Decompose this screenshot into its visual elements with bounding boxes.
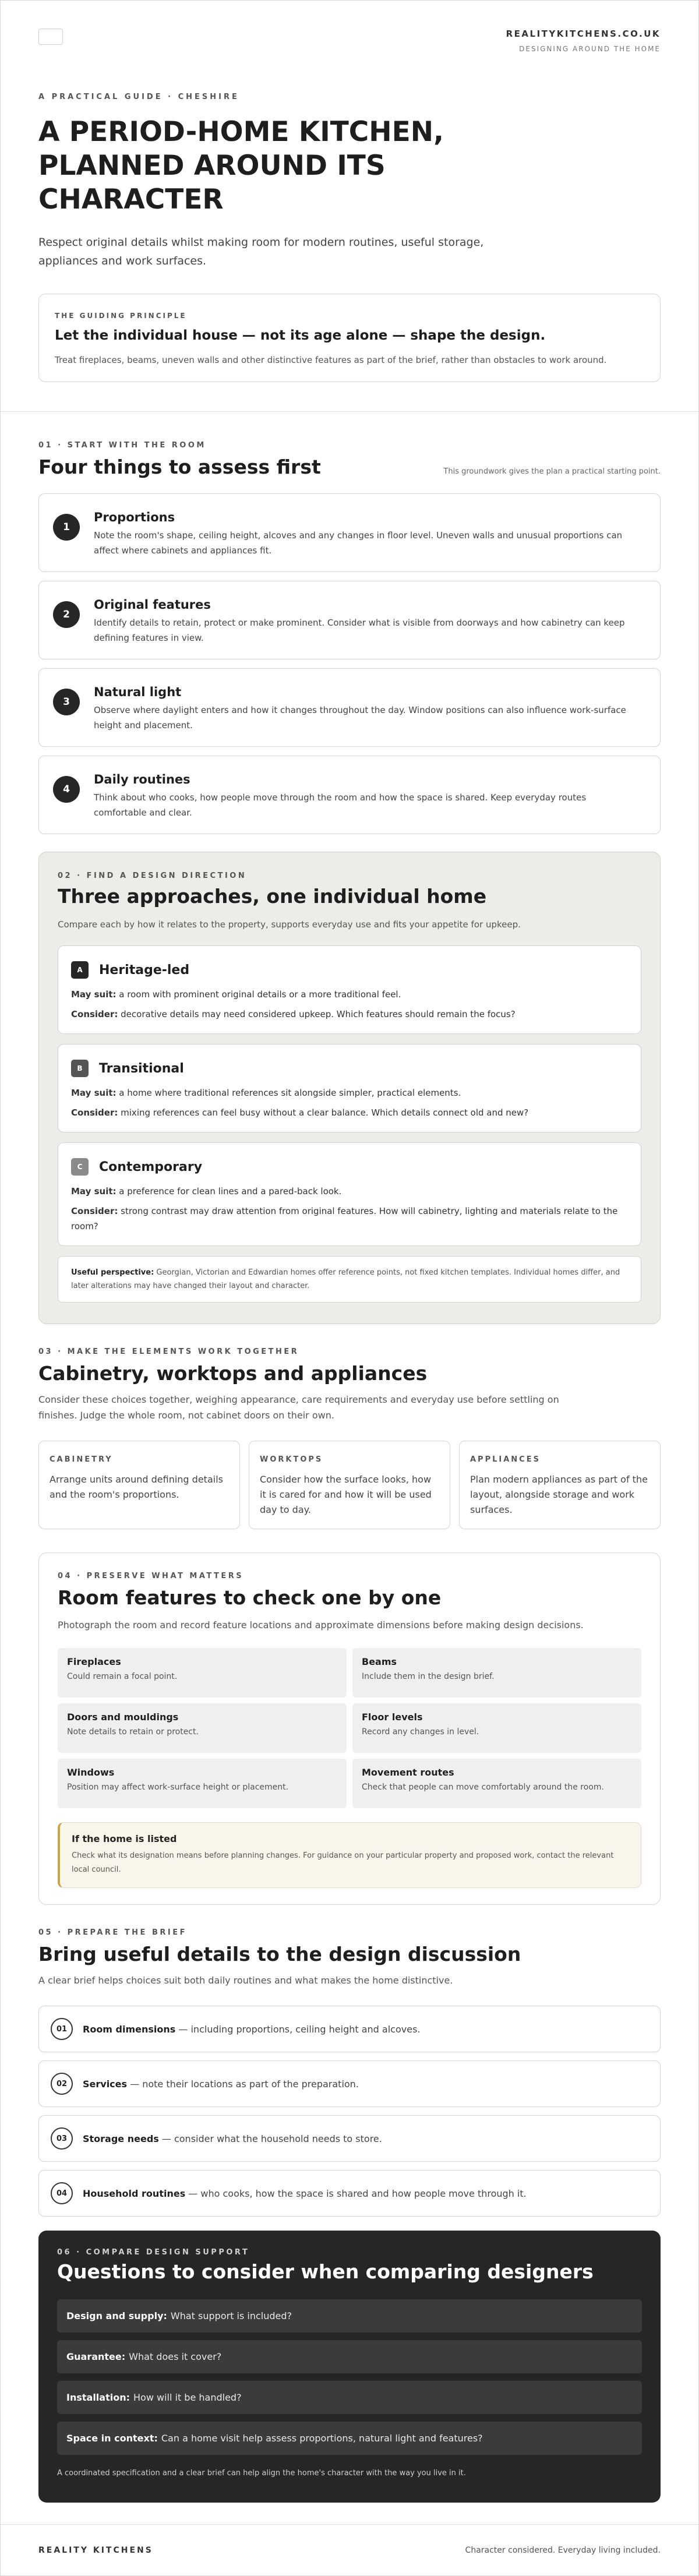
element-text: Arrange units around defining details and the room's proportions.	[50, 1474, 223, 1500]
step-text: Note the room's shape, ceiling height, alcoves and any changes in floor level. Uneven walls and unusual proportions can affect where cabinets and appliances fit.	[94, 530, 623, 556]
feature-text: Include them in the design brief.	[362, 1672, 495, 1681]
callout-title: If the home is listed	[72, 1833, 177, 1844]
callout-text: Check what its designation means before planning changes. For guidance on your particular property and proposed work, contact the relevant local council.	[72, 1851, 614, 1874]
listed-home-callout	[58, 1822, 641, 1888]
approach-card-contemporary	[58, 1142, 641, 1246]
step-title: Natural light	[94, 685, 182, 699]
brief-text: — including proportions, ceiling height and alcoves.	[175, 2023, 421, 2035]
approach-card-heritage	[58, 945, 641, 1034]
step-card	[38, 756, 661, 834]
section-eyebrow: 01 · START WITH THE ROOM	[38, 441, 206, 450]
section-title: Four things to assess first	[38, 456, 321, 478]
footer-tagline: Character considered. Everyday living included.	[465, 2545, 661, 2555]
approach-badge: C	[71, 1158, 89, 1176]
section-eyebrow: 04 · PRESERVE WHAT MATTERS	[58, 1572, 244, 1580]
question-text: What support is included?	[170, 2310, 292, 2321]
approach-badge: A	[71, 961, 89, 979]
question-label: Installation:	[66, 2392, 130, 2403]
site-name[interactable]: REALITYKITCHENS.CO.UK	[506, 29, 661, 39]
brief-list	[38, 2006, 661, 2217]
element-cards	[38, 1441, 661, 1529]
principle-text: Treat fireplaces, beams, uneven walls and other distinctive features as part of the brief, rather than obstacles to work around.	[55, 355, 607, 365]
element-label: CABINETRY	[50, 1455, 113, 1464]
may-suit-label: May suit:	[71, 1088, 116, 1098]
feature-text: Record any changes in level.	[362, 1727, 479, 1737]
brief-number: 01	[51, 2018, 73, 2040]
question-label: Design and supply:	[66, 2310, 167, 2321]
step-title: Original features	[94, 598, 211, 612]
approach-consider	[71, 1204, 628, 1234]
site-branding	[506, 29, 661, 53]
section-lead: A clear brief helps choices suit both daily routines and what makes the home distinctive.	[38, 1975, 453, 1986]
element-label: WORKTOPS	[260, 1455, 323, 1464]
site-footer	[1, 2524, 698, 2575]
approach-title: Transitional	[99, 1061, 184, 1076]
section-elements	[1, 1324, 698, 1529]
element-card-cabinetry	[38, 1441, 240, 1529]
brief-label: Room dimensions	[83, 2023, 176, 2035]
approach-consider	[71, 1105, 628, 1120]
consider-text: decorative details may need considered upkeep. Which features should remain the focus?	[121, 1009, 516, 1019]
principle-title: Let the individual house — not its age alone — shape the design.	[55, 328, 546, 343]
approach-title: Contemporary	[99, 1159, 203, 1174]
useful-perspective-note	[58, 1256, 641, 1303]
feature-item	[58, 1703, 347, 1753]
may-suit-text: a room with prominent original details or a more traditional feel.	[119, 989, 401, 1000]
element-text: Consider how the surface looks, how it is cared for and how it will be used day to day.	[260, 1474, 432, 1515]
step-text: Think about who cooks, how people move through the room and how the space is shared. Keep everyday routes comfortable and clear.	[94, 792, 587, 818]
principle-eyebrow: THE GUIDING PRINCIPLE	[55, 312, 187, 320]
may-suit-label: May suit:	[71, 1186, 116, 1197]
step-text: Identify details to retain, protect or make prominent. Consider what is visible from doorways and how cabinetry can keep defining features in view.	[94, 617, 625, 643]
list-item	[38, 2115, 661, 2162]
consider-label: Consider:	[71, 1009, 118, 1019]
perspective-label: Useful perspective:	[71, 1268, 154, 1277]
section-eyebrow: 06 · COMPARE DESIGN SUPPORT	[57, 2248, 250, 2257]
approach-badge: B	[71, 1060, 89, 1077]
section-title: Room features to check one by one	[58, 1586, 442, 1609]
step-title: Daily routines	[94, 772, 190, 786]
hero-lead: Respect original details whilst making room for modern routines, useful storage, appliances and work surfaces.	[38, 236, 484, 267]
section-title: Cabinetry, worktops and appliances	[38, 1362, 428, 1385]
footer-brand[interactable]: REALITY KITCHENS	[38, 2545, 153, 2555]
section-footnote: A coordinated specification and a clear brief can help align the home's character with the way you live in it.	[57, 2469, 466, 2478]
guiding-principle-card	[38, 294, 661, 382]
section-note: This groundwork gives the plan a practical starting point.	[443, 467, 661, 476]
feature-item	[352, 1703, 641, 1753]
question-item	[57, 2340, 642, 2373]
step-number: 4	[53, 776, 80, 803]
section-eyebrow: 05 · PREPARE THE BRIEF	[38, 1928, 187, 1937]
brief-text: — note their locations as part of the preparation.	[127, 2078, 359, 2090]
question-list	[57, 2299, 642, 2455]
step-card	[38, 493, 661, 572]
feature-text: Could remain a focal point.	[67, 1672, 178, 1681]
consider-label: Consider:	[71, 1206, 118, 1216]
section-title: Questions to consider when comparing designers	[57, 2260, 594, 2283]
section-lead: Compare each by how it relates to the property, supports everyday use and fits your appetite for upkeep.	[58, 919, 521, 930]
logo-placeholder-icon[interactable]	[38, 29, 63, 45]
section-design-direction	[38, 852, 661, 1324]
section-eyebrow: 02 · FIND A DESIGN DIRECTION	[58, 871, 247, 880]
step-card	[38, 668, 661, 747]
feature-title: Beams	[362, 1656, 397, 1667]
feature-item	[58, 1648, 347, 1698]
question-text: What does it cover?	[129, 2351, 222, 2362]
section-brief	[1, 1905, 698, 2217]
question-text: Can a home visit help assess proportions, natural light and features?	[161, 2433, 483, 2444]
brief-label: Services	[83, 2078, 128, 2090]
consider-text: mixing references can feel busy without a clear balance. Which details connect old and new?	[121, 1107, 529, 1118]
section-lead: Photograph the room and record feature locations and approximate dimensions before making design decisions.	[58, 1619, 584, 1631]
approach-may-suit	[71, 1184, 628, 1199]
consider-label: Consider:	[71, 1107, 118, 1118]
feature-title: Doors and mouldings	[67, 1712, 179, 1723]
approach-may-suit	[71, 1085, 628, 1100]
brief-label: Household routines	[83, 2187, 186, 2199]
list-item	[38, 2170, 661, 2217]
feature-title: Fireplaces	[67, 1656, 121, 1667]
question-item	[57, 2381, 642, 2414]
step-number: 1	[53, 514, 80, 541]
section-title: Bring useful details to the design discussion	[38, 1943, 521, 1965]
brief-label: Storage needs	[83, 2133, 159, 2144]
approach-card-transitional	[58, 1044, 641, 1132]
brief-text: — consider what the household needs to store.	[158, 2133, 382, 2144]
brief-number: 04	[51, 2182, 73, 2204]
element-text: Plan modern appliances as part of the layout, alongside storage and work surfaces.	[470, 1474, 648, 1515]
feature-grid	[58, 1648, 641, 1808]
approach-title: Heritage-led	[99, 962, 190, 978]
section-lead: Consider these choices together, weighing appearance, care requirements and everyday use before settling on finishes. Judge the whole room, not cabinet doors on their own.	[38, 1394, 559, 1421]
feature-text: Note details to retain or protect.	[67, 1727, 199, 1737]
step-number: 3	[53, 689, 80, 715]
question-text: How will it be handled?	[133, 2392, 242, 2403]
feature-item	[352, 1759, 641, 1808]
approach-consider	[71, 1007, 628, 1022]
list-item	[38, 2006, 661, 2052]
section-start-with-room	[1, 412, 698, 834]
element-card-worktops	[249, 1441, 450, 1529]
section-title: Three approaches, one individual home	[58, 885, 487, 908]
feature-title: Windows	[67, 1767, 115, 1778]
step-number: 2	[53, 601, 80, 628]
perspective-text: Georgian, Victorian and Edwardian homes offer reference points, not fixed kitchen templates. Individual homes differ, and later alterations may have changed their layout and character.	[71, 1268, 620, 1290]
brief-number: 02	[51, 2073, 73, 2095]
feature-title: Floor levels	[362, 1712, 423, 1723]
feature-item	[58, 1759, 347, 1808]
question-label: Guarantee:	[66, 2351, 126, 2362]
feature-item	[352, 1648, 641, 1698]
element-card-appliances	[459, 1441, 661, 1529]
step-text: Observe where daylight enters and how it changes throughout the day. Window positions can also influence work-surface height and placement.	[94, 705, 626, 731]
site-header	[1, 1, 698, 53]
site-tagline: DESIGNING AROUND THE HOME	[519, 45, 661, 53]
approach-may-suit	[71, 987, 628, 1002]
question-label: Space in context:	[66, 2433, 158, 2444]
hero-eyebrow: A PRACTICAL GUIDE · CHESHIRE	[38, 93, 239, 101]
brief-number: 03	[51, 2127, 73, 2150]
question-item	[57, 2299, 642, 2332]
consider-text: strong contrast may draw attention from original features. How will cabinetry, lighting and materials relate to the room?	[71, 1206, 618, 1231]
feature-title: Movement routes	[362, 1767, 454, 1778]
feature-text: Position may affect work-surface height or placement.	[67, 1783, 289, 1792]
page-title: A PERIOD-HOME KITCHEN, PLANNED AROUND ITS CHARACTER	[38, 116, 444, 216]
brief-text: — who cooks, how the space is shared and how people move through it.	[185, 2187, 527, 2199]
list-item	[38, 2060, 661, 2107]
hero	[1, 53, 698, 382]
question-item	[57, 2422, 642, 2455]
element-label: APPLIANCES	[470, 1455, 541, 1464]
assessment-steps	[38, 493, 661, 834]
may-suit-text: a preference for clean lines and a pared-back look.	[119, 1186, 342, 1197]
section-compare-designers	[38, 2231, 661, 2503]
step-title: Proportions	[94, 510, 175, 524]
may-suit-label: May suit:	[71, 989, 116, 1000]
step-card	[38, 581, 661, 659]
may-suit-text: a home where traditional references sit alongside simpler, practical elements.	[119, 1088, 461, 1098]
section-preserve	[38, 1552, 661, 1905]
section-eyebrow: 03 · MAKE THE ELEMENTS WORK TOGETHER	[38, 1347, 299, 1356]
feature-text: Check that people can move comfortably around the room.	[362, 1783, 604, 1792]
